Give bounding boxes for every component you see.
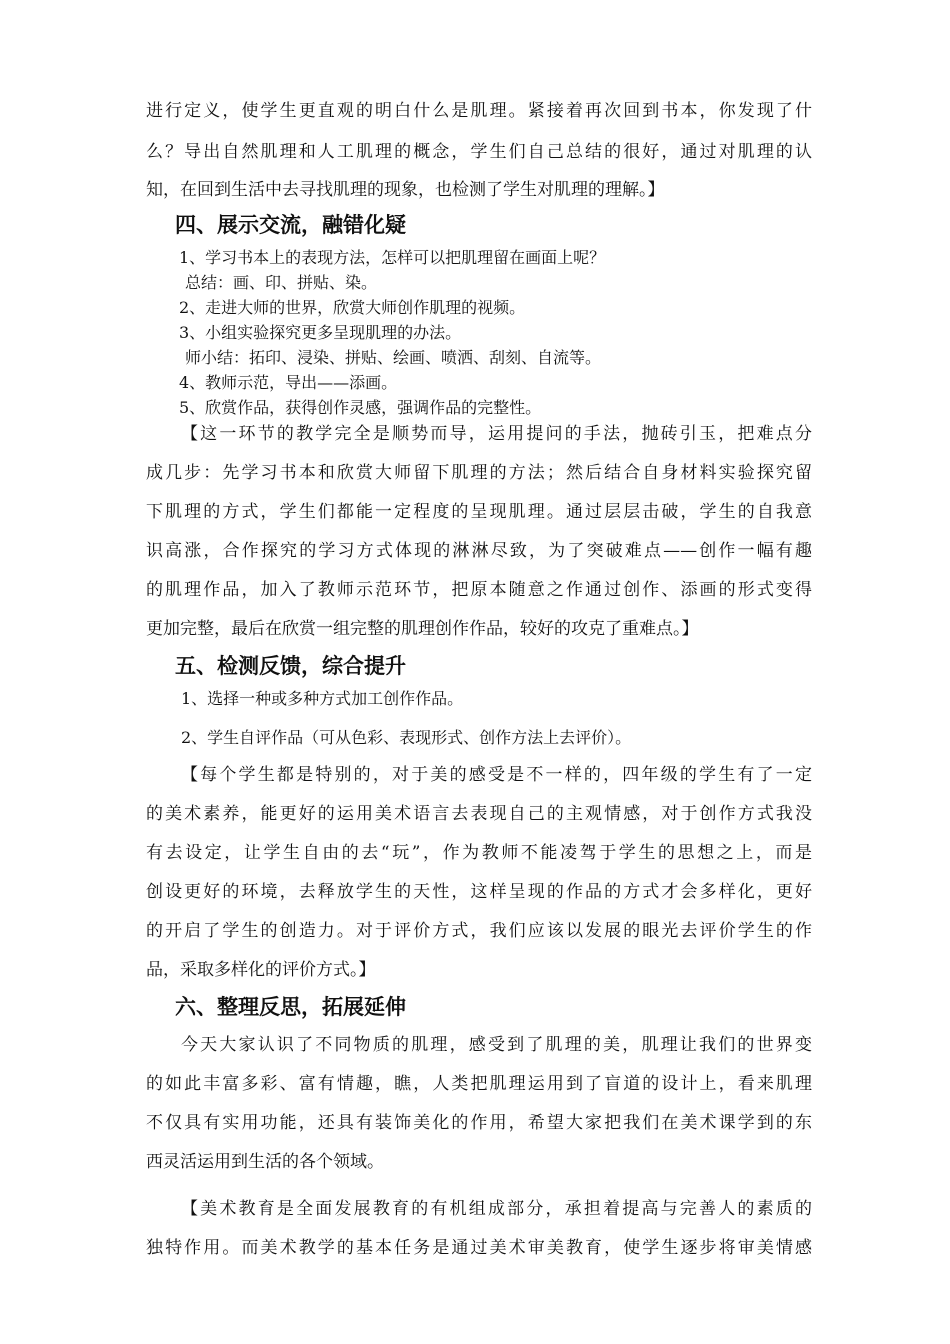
section5-item: 2、学生自评作品（可从色彩、表现形式、创作方法上去评价）。: [181, 728, 632, 747]
section5-comment-line: 的美术素养，能更好的运用美术语言去表现自己的主观情感，对于创作方式我没: [146, 804, 812, 824]
section4-item: 3、小组实验探究更多呈现肌理的办法。: [179, 323, 462, 342]
section4-comment-line: 【这一环节的教学完全是顺势而导，运用提问的手法，抛砖引玉，把难点分: [181, 424, 812, 444]
section6-comment-line: 【美术教育是全面发展教育的有机组成部分，承担着提高与完善人的素质的: [181, 1199, 812, 1219]
section6-para-line: 西灵活运用到生活的各个领域。: [146, 1152, 384, 1172]
section5-comment-line: 【每个学生都是特别的，对于美的感受是不一样的，四年级的学生有了一定: [181, 765, 812, 785]
section4-comment-line: 识高涨，合作探究的学习方式体现的淋淋尽致，为了突破难点——创作一幅有趣: [146, 541, 812, 561]
section5-heading: 五、检测反馈，综合提升: [175, 654, 406, 678]
section4-item: 5、欣赏作品，获得创作灵感，强调作品的完整性。: [179, 398, 542, 417]
section4-comment-line: 下肌理的方式，学生们都能一定程度的呈现肌理。通过层层击破，学生的自我意: [146, 502, 812, 522]
section6-para-line: 不仅具有实用功能，还具有装饰美化的作用，希望大家把我们在美术课学到的东: [146, 1113, 812, 1133]
section6-comment-line: 独特作用。而美术教学的基本任务是通过美术审美教育，使学生逐步将审美情感: [146, 1238, 812, 1258]
section5-comment-line: 创设更好的环境，去释放学生的天性，这样呈现的作品的方式才会多样化，更好: [146, 882, 812, 902]
section6-para-line: 今天大家认识了不同物质的肌理，感受到了肌理的美，肌理让我们的世界变: [181, 1035, 812, 1055]
section4-comment-line: 更加完整，最后在欣赏一组完整的肌理创作作品，较好的攻克了重难点。】: [146, 619, 699, 639]
section4-item: 师小结：拓印、浸染、拼贴、绘画、喷洒、刮刻、自流等。: [185, 348, 602, 367]
section5-comment-line: 品，采取多样化的评价方式。】: [146, 960, 376, 980]
section6-heading: 六、整理反思，拓展延伸: [175, 995, 406, 1019]
section4-item: 2、走进大师的世界，欣赏大师创作肌理的视频。: [179, 298, 526, 317]
intro-line-2: 么？导出自然肌理和人工肌理的概念，学生们自己总结的很好，通过对肌理的认: [146, 142, 812, 162]
section4-item: 4、教师示范，导出——添画。: [179, 373, 398, 392]
section4-comment-line: 的肌理作品，加入了教师示范环节，把原本随意之作通过创作、添画的形式变得: [146, 580, 812, 600]
intro-line-3: 知，在回到生活中去寻找肌理的现象，也检测了学生对肌理的理解。】: [146, 180, 665, 200]
section5-comment-line: 有去设定，让学生自由的去“玩”，作为教师不能凌驾于学生的思想之上，而是: [146, 843, 812, 863]
section6-para-line: 的如此丰富多彩、富有情趣，瞧，人类把肌理运用到了盲道的设计上，看来肌理: [146, 1074, 812, 1094]
section4-comment-line: 成几步：先学习书本和欣赏大师留下肌理的方法；然后结合自身材料实验探究留: [146, 463, 812, 483]
section4-heading: 四、展示交流，融错化疑: [175, 213, 406, 237]
intro-line-1: 进行定义，使学生更直观的明白什么是肌理。紧接着再次回到书本，你发现了什: [146, 101, 812, 121]
section4-item: 总结：画、印、拼贴、染。: [185, 273, 378, 292]
section5-comment-line: 的开启了学生的创造力。对于评价方式，我们应该以发展的眼光去评价学生的作: [146, 921, 812, 941]
section5-item: 1、选择一种或多种方式加工创作作品。: [181, 689, 464, 708]
section4-item: 1、学习书本上的表现方法，怎样可以把肌理留在画面上呢？: [179, 248, 606, 267]
